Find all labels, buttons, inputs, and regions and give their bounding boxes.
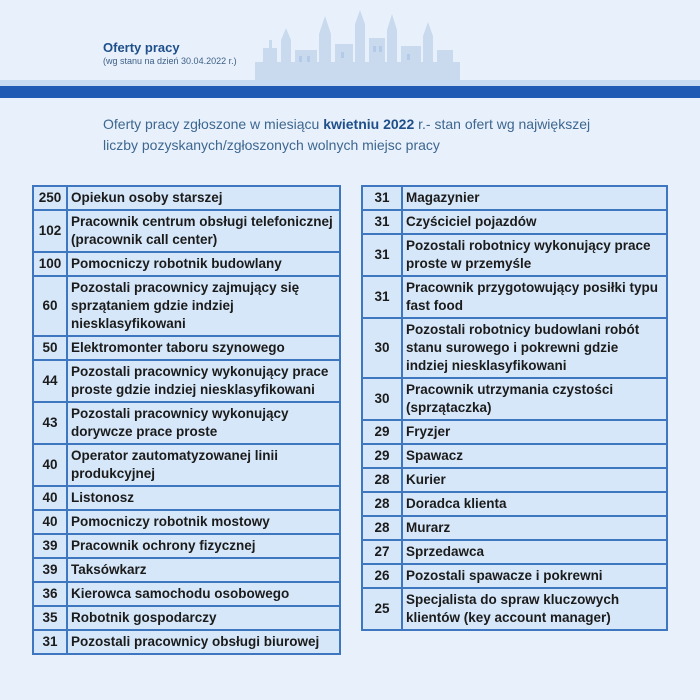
table-row xyxy=(33,534,340,558)
offer-count: 31 xyxy=(362,186,402,210)
offer-count: 40 xyxy=(33,444,67,486)
intro-text-bold: kwietniu 2022 xyxy=(323,116,415,132)
offer-count: 60 xyxy=(33,276,67,336)
intro-text xyxy=(103,114,623,156)
table-row xyxy=(362,588,667,630)
job-offers-table-right xyxy=(361,185,668,631)
job-title: Pomocniczy robotnik budowlany xyxy=(67,252,340,276)
page-subtitle: (wg stanu na dzień 30.04.2022 r.) xyxy=(103,56,237,66)
offer-count: 29 xyxy=(362,420,402,444)
table-row xyxy=(33,558,340,582)
job-offers-table-left xyxy=(32,185,341,655)
job-title: Elektromonter taboru szynowego xyxy=(67,336,340,360)
job-title: Murarz xyxy=(402,516,667,540)
offer-count: 40 xyxy=(33,510,67,534)
job-title: Pracownik centrum obsługi telefonicznej (pracownik call center) xyxy=(67,210,340,252)
job-title: Operator zautomatyzowanej linii produkcyjnej xyxy=(67,444,340,486)
table-row xyxy=(33,210,340,252)
offer-count: 36 xyxy=(33,582,67,606)
table-row xyxy=(33,486,340,510)
offer-count: 40 xyxy=(33,486,67,510)
offer-count: 28 xyxy=(362,516,402,540)
job-title: Listonosz xyxy=(67,486,340,510)
table-row xyxy=(362,234,667,276)
job-title: Kurier xyxy=(402,468,667,492)
job-title: Pozostali robotnicy budowlani robót stanu surowego i pokrewni gdzie indziej niesklasyfikowani xyxy=(402,318,667,378)
intro-text-start: Oferty pracy zgłoszone w miesiącu xyxy=(103,116,324,132)
table-row xyxy=(33,582,340,606)
table-row xyxy=(33,630,340,654)
table-row xyxy=(33,276,340,336)
table-row xyxy=(362,210,667,234)
job-title: Pozostali pracownicy zajmujący się sprzątaniem gdzie indziej niesklasyfikowani xyxy=(67,276,340,336)
job-title: Pozostali pracownicy wykonujący dorywcze prace proste xyxy=(67,402,340,444)
table-row xyxy=(362,492,667,516)
table-row xyxy=(33,186,340,210)
offer-count: 29 xyxy=(362,444,402,468)
offer-count: 30 xyxy=(362,318,402,378)
offer-count: 100 xyxy=(33,252,67,276)
header-band xyxy=(0,86,700,98)
job-title: Pracownik przygotowujący posiłki typu fast food xyxy=(402,276,667,318)
offer-count: 43 xyxy=(33,402,67,444)
table-row xyxy=(362,540,667,564)
job-title: Taksówkarz xyxy=(67,558,340,582)
job-title: Czyściciel pojazdów xyxy=(402,210,667,234)
offer-count: 35 xyxy=(33,606,67,630)
table-row xyxy=(33,402,340,444)
job-title: Specjalista do spraw kluczowych klientów (key account manager) xyxy=(402,588,667,630)
table-row xyxy=(362,444,667,468)
offer-count: 26 xyxy=(362,564,402,588)
job-title: Fryzjer xyxy=(402,420,667,444)
table-row xyxy=(362,318,667,378)
offer-count: 28 xyxy=(362,492,402,516)
table-row xyxy=(33,360,340,402)
table-row xyxy=(33,252,340,276)
offer-count: 30 xyxy=(362,378,402,420)
job-title: Pomocniczy robotnik mostowy xyxy=(67,510,340,534)
table-row xyxy=(33,606,340,630)
job-title: Robotnik gospodarczy xyxy=(67,606,340,630)
job-title: Pozostali pracownicy obsługi biurowej xyxy=(67,630,340,654)
page-header xyxy=(0,0,700,100)
job-title: Pozostali pracownicy wykonujący prace proste gdzie indziej niesklasyfikowani xyxy=(67,360,340,402)
intro-text-end: r.- stan ofert wg największej liczby pozyskanych/zgłoszonych wolnych miejsc pracy xyxy=(103,116,591,153)
table-row xyxy=(33,444,340,486)
job-title: Kierowca samochodu osobowego xyxy=(67,582,340,606)
offer-count: 31 xyxy=(362,276,402,318)
table-row xyxy=(362,420,667,444)
job-title: Spawacz xyxy=(402,444,667,468)
job-title: Magazynier xyxy=(402,186,667,210)
table-row xyxy=(362,468,667,492)
offer-count: 31 xyxy=(33,630,67,654)
job-title: Opiekun osoby starszej xyxy=(67,186,340,210)
table-row xyxy=(362,564,667,588)
job-title: Pracownik ochrony fizycznej xyxy=(67,534,340,558)
offer-count: 50 xyxy=(33,336,67,360)
table-row xyxy=(362,276,667,318)
offer-count: 39 xyxy=(33,534,67,558)
table-row xyxy=(33,510,340,534)
job-title: Pracownik utrzymania czystości (sprzątaczka) xyxy=(402,378,667,420)
header-title-block xyxy=(103,40,237,67)
city-skyline-illustration xyxy=(255,10,460,82)
table-row xyxy=(33,336,340,360)
offer-count: 31 xyxy=(362,210,402,234)
table-row xyxy=(362,186,667,210)
offer-count: 102 xyxy=(33,210,67,252)
job-title: Doradca klienta xyxy=(402,492,667,516)
offer-count: 31 xyxy=(362,234,402,276)
job-title: Sprzedawca xyxy=(402,540,667,564)
table-row xyxy=(362,378,667,420)
offer-count: 39 xyxy=(33,558,67,582)
job-title: Pozostali spawacze i pokrewni xyxy=(402,564,667,588)
offer-count: 250 xyxy=(33,186,67,210)
offer-count: 28 xyxy=(362,468,402,492)
offer-count: 27 xyxy=(362,540,402,564)
offer-count: 44 xyxy=(33,360,67,402)
table-row xyxy=(362,516,667,540)
page-title: Oferty pracy xyxy=(103,40,180,55)
job-title: Pozostali robotnicy wykonujący prace proste w przemyśle xyxy=(402,234,667,276)
offer-count: 25 xyxy=(362,588,402,630)
